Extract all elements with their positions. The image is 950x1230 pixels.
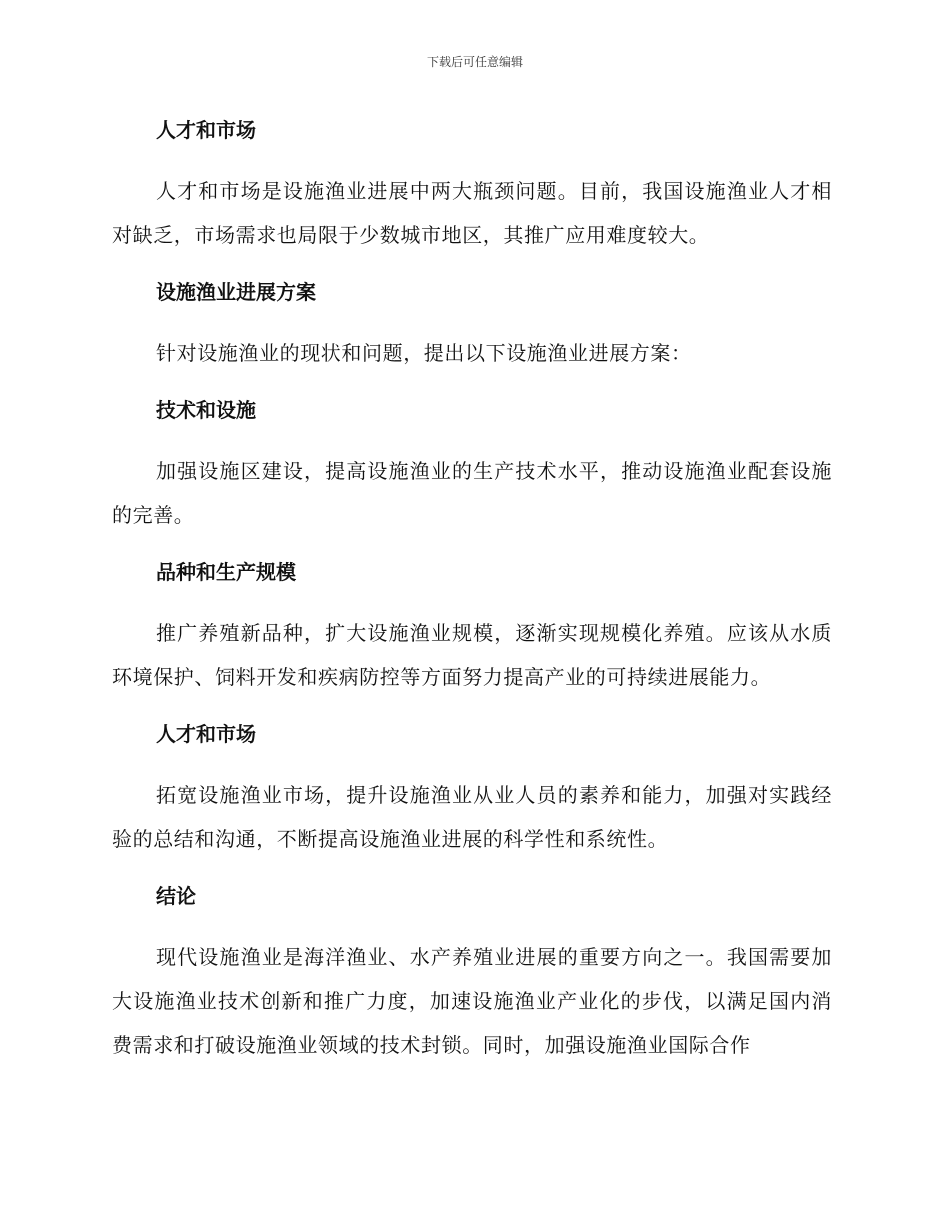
section-paragraph-conclusion: 现代设施渔业是海洋渔业、水产养殖业进展的重要方向之一。我国需要加大设施渔业技术创新和推广力度，加速设施渔业产业化的步伐，以满足国内消费需求和打破设施渔业领域的技术封锁。同时，加强设施渔业国际合作 xyxy=(112,945,832,1057)
section-paragraph-development-plan: 针对设施渔业的现状和问题，提出以下设施渔业进展方案： xyxy=(156,341,692,365)
section-heading-talent-market-2: 人才和市场 xyxy=(156,722,256,746)
section-paragraph-talent-market-2: 拓宽设施渔业市场，提升设施渔业从业人员的素养和能力，加强对实践经验的总结和沟通，不断提高设施渔业进展的科学性和系统性。 xyxy=(112,783,832,851)
section-heading-varieties-scale: 品种和生产规模 xyxy=(156,560,296,584)
section-heading-talent-market: 人才和市场 xyxy=(156,118,256,142)
section-paragraph-varieties-scale: 推广养殖新品种，扩大设施渔业规模，逐渐实现规模化养殖。应该从水质环境保护、饲料开发和疾病防控等方面努力提高产业的可持续进展能力。 xyxy=(112,621,832,689)
section-paragraph-technology-facilities: 加强设施区建设，提高设施渔业的生产技术水平，推动设施渔业配套设施的完善。 xyxy=(112,459,832,527)
document-body xyxy=(112,110,832,1082)
section-paragraph-talent-market: 人才和市场是设施渔业进展中两大瓶颈问题。目前，我国设施渔业人才相对缺乏，市场需求也局限于少数城市地区，其推广应用难度较大。 xyxy=(112,179,832,247)
page-header: 下载后可任意编辑 xyxy=(426,55,523,69)
section-heading-development-plan: 设施渔业进展方案 xyxy=(156,280,316,304)
section-heading-technology-facilities: 技术和设施 xyxy=(156,398,256,422)
section-heading-conclusion: 结论 xyxy=(156,884,196,908)
